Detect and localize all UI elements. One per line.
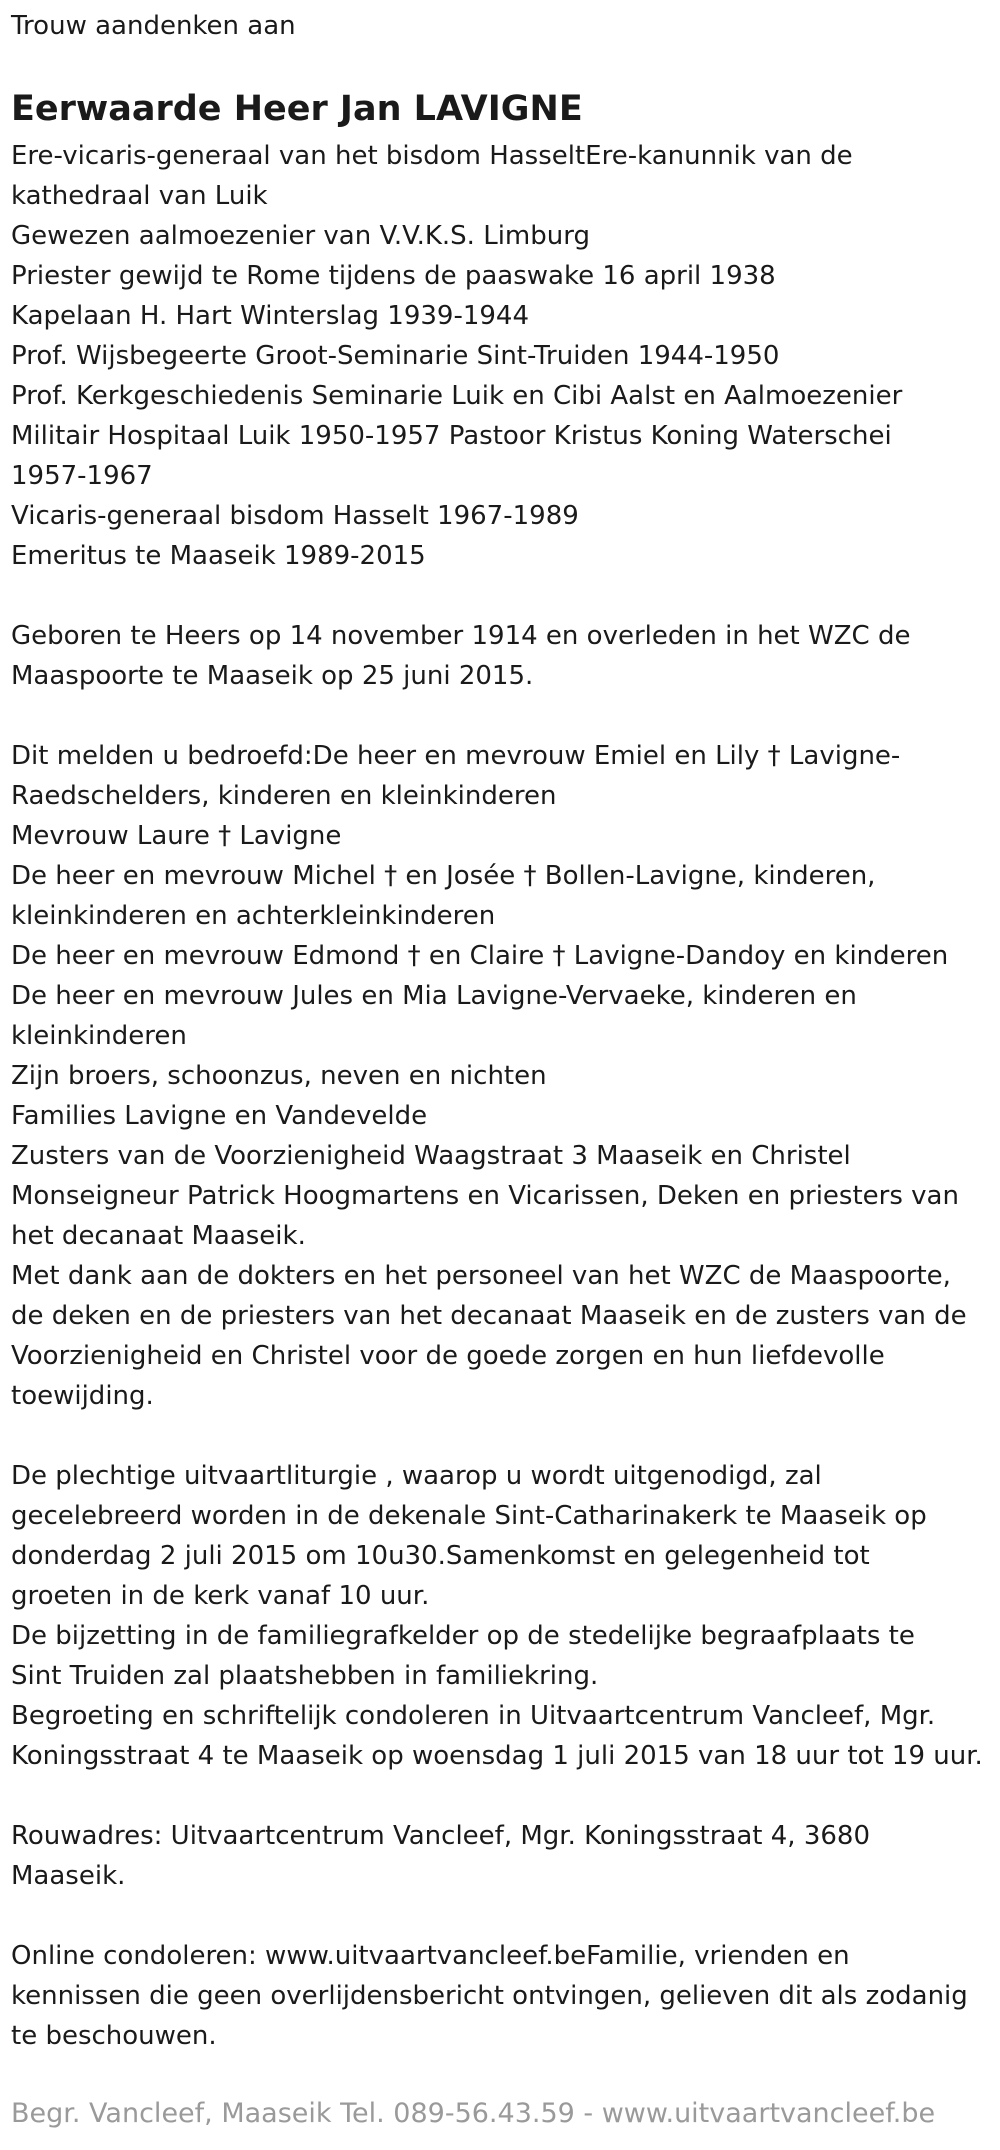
mourners-line: kleinkinderen — [11, 1021, 187, 1051]
career-line: Kapelaan H. Hart Winterslag 1939-1944 — [11, 301, 530, 331]
mourners-line: Zusters van de Voorzienigheid Waagstraat 3 Maaseik en Christel — [11, 1141, 851, 1171]
funeral-line: Sint Truiden zal plaatshebben in familiekring. — [11, 1661, 599, 1691]
section-divider — [11, 576, 1000, 616]
mourners-line: Voorzienigheid en Christel voor de goede zorgen en hun liefdevolle — [11, 1341, 885, 1371]
career-line: Ere-vicaris-generaal van het bisdom HasseltEre-kanunnik van de — [11, 141, 853, 171]
career-line: Militair Hospitaal Luik 1950-1957 Pastoor Kristus Koning Waterschei — [11, 421, 892, 451]
funeral-line: Koningsstraat 4 te Maaseik op woensdag 1 juli 2015 van 18 uur tot 19 uur. — [11, 1741, 983, 1771]
funeral-line: De bijzetting in de familiegrafkelder op de stedelijke begraafplaats te — [11, 1621, 915, 1651]
career-line: Vicaris-generaal bisdom Hasselt 1967-1989 — [11, 501, 579, 531]
mourners-section — [11, 736, 1000, 1416]
mourners-line: De heer en mevrouw Jules en Mia Lavigne-Vervaeke, kinderen en — [11, 981, 857, 1011]
online-line: kennissen die geen overlijdensbericht ontvingen, gelieven dit als zodanig — [11, 1981, 968, 2011]
intro-text: Trouw aandenken aan — [11, 11, 296, 41]
address-section — [11, 1816, 1000, 1896]
online-line: Online condoleren: www.uitvaartvancleef.beFamilie, vrienden en — [11, 1941, 850, 1971]
career-line: Priester gewijd te Rome tijdens de paaswake 16 april 1938 — [11, 261, 776, 291]
section-divider — [11, 1416, 1000, 1456]
mourners-line: Mevrouw Laure † Lavigne — [11, 821, 342, 851]
section-divider — [11, 696, 1000, 736]
birth-death-section — [11, 616, 1000, 696]
funeral-line: groeten in de kerk vanaf 10 uur. — [11, 1581, 430, 1611]
funeral-line: Begroeting en schriftelijk condoleren in Uitvaartcentrum Vancleef, Mgr. — [11, 1701, 936, 1731]
birth-death-line: Geboren te Heers op 14 november 1914 en overleden in het WZC de — [11, 621, 911, 651]
section-divider — [11, 1776, 1000, 1816]
funeral-section — [11, 1456, 1000, 1776]
mourners-line: De heer en mevrouw Edmond † en Claire † Lavigne-Dandoy en kinderen — [11, 941, 949, 971]
online-section — [11, 1936, 1000, 2056]
address-line: Rouwadres: Uitvaartcentrum Vancleef, Mgr. Koningsstraat 4, 3680 — [11, 1821, 871, 1851]
career-line: Emeritus te Maaseik 1989-2015 — [11, 541, 426, 571]
mourners-line: Monseigneur Patrick Hoogmartens en Vicarissen, Deken en priesters van — [11, 1181, 959, 1211]
mourners-line: Dit melden u bedroefd:De heer en mevrouw Emiel en Lily † Lavigne- — [11, 741, 901, 771]
mourners-line: Met dank aan de dokters en het personeel van het WZC de Maaspoorte, — [11, 1261, 951, 1291]
footer-credit: Begr. Vancleef, Maaseik Tel. 089-56.43.59 - www.uitvaartvancleef.be — [11, 2098, 936, 2129]
mourners-line: Zijn broers, schoonzus, neven en nichten — [11, 1061, 547, 1091]
mourners-line: de deken en de priesters van het decanaat Maaseik en de zusters van de — [11, 1301, 967, 1331]
funeral-line: De plechtige uitvaartliturgie , waarop u wordt uitgenodigd, zal — [11, 1461, 822, 1491]
career-section — [11, 136, 1000, 576]
career-line: Prof. Wijsbegeerte Groot-Seminarie Sint-Truiden 1944-1950 — [11, 341, 780, 371]
deceased-name: Eerwaarde Heer Jan LAVIGNE — [11, 89, 583, 129]
mourners-line: Families Lavigne en Vandevelde — [11, 1101, 428, 1131]
mourners-line: Raedschelders, kinderen en kleinkinderen — [11, 781, 557, 811]
funeral-line: gecelebreerd worden in de dekenale Sint-Catharinakerk te Maaseik op — [11, 1501, 927, 1531]
mourners-line: toewijding. — [11, 1381, 154, 1411]
mourners-line: kleinkinderen en achterkleinkinderen — [11, 901, 496, 931]
address-line: Maaseik. — [11, 1861, 126, 1891]
career-line: kathedraal van Luik — [11, 181, 268, 211]
mourners-line: De heer en mevrouw Michel † en Josée † Bollen-Lavigne, kinderen, — [11, 861, 876, 891]
funeral-line: donderdag 2 juli 2015 om 10u30.Samenkomst en gelegenheid tot — [11, 1541, 870, 1571]
section-divider — [11, 1896, 1000, 1936]
career-line: 1957-1967 — [11, 461, 153, 491]
career-line: Gewezen aalmoezenier van V.V.K.S. Limburg — [11, 221, 590, 251]
career-line: Prof. Kerkgeschiedenis Seminarie Luik en Cibi Aalst en Aalmoezenier — [11, 381, 903, 411]
mourners-line: het decanaat Maaseik. — [11, 1221, 306, 1251]
online-line: te beschouwen. — [11, 2021, 217, 2051]
birth-death-line: Maaspoorte te Maaseik op 25 juni 2015. — [11, 661, 534, 691]
